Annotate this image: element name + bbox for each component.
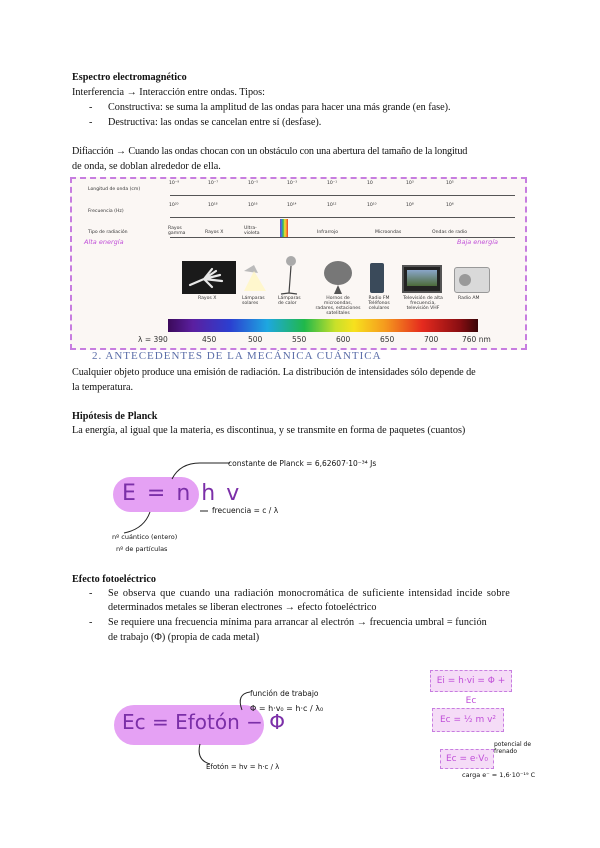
- section-title-espectro: Espectro electromagnético: [72, 72, 187, 83]
- foto-bullet-2-line-1: [89, 616, 487, 630]
- section-title-planck: Hipótesis de Planck: [72, 411, 158, 422]
- bullet-destructiva: [89, 116, 322, 130]
- television-image: [402, 265, 442, 293]
- wavelength-tick: 10⁻⁵: [248, 181, 259, 186]
- lambda-label: λ = 390: [138, 335, 168, 344]
- bullet-dash: -: [89, 588, 93, 599]
- satellite-dish-image: [322, 259, 354, 295]
- bullet-text: Constructiva: se suma la amplitud de las ondas para hacer una más grande (en fase).: [108, 102, 451, 113]
- difraccion-line-1: Difiacción → Cuando las ondas chocan con un obstáculo con una abertura del tamaño de la longitud: [72, 146, 468, 157]
- wavelength-tick: 10⁻⁹: [169, 181, 180, 186]
- bullet-dash: -: [89, 102, 93, 113]
- formula-box-energy: Ei = h·vi = Φ + Ec: [430, 670, 512, 692]
- wavelength-tick: 10⁵: [446, 181, 454, 186]
- type-radio: Ondas de radio: [432, 230, 468, 235]
- low-energy-note: Baja energía: [457, 238, 499, 246]
- xray-hand-image: [182, 261, 236, 294]
- caption-heat-lamps: Lámparas de calor: [278, 296, 301, 306]
- wavelength-tick: 10³: [406, 181, 414, 186]
- sun-lamp-image: [240, 263, 268, 293]
- section-title-fotoelectrico: Efecto fotoeléctrico: [72, 574, 156, 585]
- caption-tv: Televisión de alta frecuencia, televisión VHF: [403, 296, 443, 311]
- caption-fm: Radio FM Teléfonos celulares: [368, 296, 390, 311]
- photoelectric-formula: Ec = Efotón − Φ: [122, 710, 285, 734]
- interference-intro: Interferencia → Interacción entre ondas. Tipos:: [72, 87, 265, 98]
- row-label-frequency: Frecuencia (Hz): [88, 209, 124, 214]
- visible-band: [280, 219, 288, 237]
- photon-energy-note: Efotón = hv = h·c / λ: [206, 763, 280, 771]
- particle-number-note: nº de partículas: [116, 545, 168, 553]
- frequency-tick: 10¹⁴: [287, 203, 297, 208]
- frequency-note: frecuencia = c / λ: [212, 506, 279, 515]
- electron-charge-note: carga e⁻ = 1,6·10⁻¹⁹ C: [462, 771, 536, 779]
- foto-bullet-1-line-2: determinados metales se liberan electrones → efecto fotoeléctrico: [108, 602, 377, 613]
- frequency-tick: 10¹⁶: [248, 203, 258, 208]
- type-infrared: Infrarrojo: [317, 230, 339, 235]
- planck-formula: E = n h v: [122, 481, 242, 506]
- caption-sun-lamps: Lámparas solares: [242, 296, 265, 306]
- nm-tick: 760 nm: [462, 335, 491, 344]
- wavelength-tick: 10: [367, 181, 373, 186]
- nm-tick: 600: [336, 335, 351, 344]
- frequency-tick: 10⁶: [446, 203, 454, 208]
- nm-tick: 700: [424, 335, 439, 344]
- planck-constant-note: constante de Planck = 6,62607·10⁻³⁴ Js: [228, 459, 377, 468]
- quantum-number-note: nº cuántico (entero): [112, 533, 178, 541]
- caption-microwave: Hornos de microondas, radares, estaciones satelitales: [315, 296, 361, 316]
- formula-box-kinetic: Ec = ½ m v²: [432, 708, 504, 732]
- high-energy-note: Alta energía: [84, 238, 124, 246]
- bullet-constructiva: [89, 101, 451, 115]
- section2-line-2: la temperatura.: [72, 382, 134, 393]
- section-heading-mecanica-cuantica: 2. ANTECEDENTES DE LA MECÁNICA CUÁNTICA: [92, 350, 382, 362]
- nm-tick: 550: [292, 335, 307, 344]
- foto-bullet-2-line-2: de trabajo (Φ) (propia de cada metal): [108, 632, 260, 643]
- nm-tick: 450: [202, 335, 217, 344]
- work-function-note: función de trabajo: [250, 689, 319, 698]
- bullet-text: Destructiva: las ondas se cancelan entre sí (desfase).: [108, 117, 322, 128]
- caption-xray: Rayos X: [198, 296, 217, 301]
- work-function-formula: Φ = h·v₀ = h·c / λ₀: [250, 704, 324, 713]
- type-uv: Ultra-violeta: [244, 226, 260, 236]
- formula-box-voltage: Ec = e·V₀: [440, 749, 494, 769]
- photoelectric-arrows: [180, 690, 260, 770]
- planck-arrows: [120, 455, 240, 545]
- am-radio-image: [454, 267, 490, 293]
- frequency-tick: 10¹⁸: [208, 203, 218, 208]
- nm-tick: 500: [248, 335, 263, 344]
- frequency-tick: 10¹⁰: [367, 203, 377, 208]
- wavelength-tick: 10⁻¹: [327, 181, 338, 186]
- foto-bullet-1-line-1: [89, 587, 510, 601]
- bullet-text: Se requiere una frecuencia mínima para arrancar al electrón → frecuencia umbral = función: [108, 617, 487, 628]
- visible-spectrum-bar: [168, 319, 478, 332]
- row-label-type: Tipo de radiación: [88, 230, 128, 235]
- type-xray: Rayos X: [205, 230, 224, 235]
- cell-phone-image: [370, 263, 384, 293]
- type-microwave: Microondas: [375, 230, 402, 235]
- frequency-axis: [170, 217, 515, 218]
- nm-tick: 650: [380, 335, 395, 344]
- frequency-tick: 10¹²: [327, 203, 337, 208]
- wavelength-tick: 10⁻³: [287, 181, 298, 186]
- difraccion-line-2: de onda, se doblan alrededor de ella.: [72, 161, 221, 172]
- section2-line-1: Cualquier objeto produce una emisión de radiación. La distribución de intensidades sólo depende de: [72, 367, 476, 378]
- wavelength-tick: 10⁻⁷: [208, 181, 219, 186]
- stopping-potential-note: potencial de frenado: [494, 741, 532, 755]
- heat-lamp-image: [275, 255, 303, 295]
- bullet-dash: -: [89, 617, 93, 628]
- planck-text: La energía, al igual que la materia, es discontinua, y se transmite en forma de paquetes (cuantos): [72, 425, 466, 436]
- row-label-wavelength: Longitud de onda (cm): [88, 187, 141, 192]
- frequency-tick: 10²⁰: [169, 203, 179, 208]
- type-gamma: Rayos gamma: [168, 226, 186, 236]
- electromagnetic-spectrum-figure: [70, 177, 527, 350]
- bullet-text: Se observa que cuando una radiación monocromática de suficiente intensidad incide sobre: [108, 588, 510, 599]
- caption-am: Radio AM: [458, 296, 480, 301]
- bullet-dash: -: [89, 117, 93, 128]
- wavelength-axis: [170, 195, 515, 196]
- frequency-tick: 10⁸: [406, 203, 414, 208]
